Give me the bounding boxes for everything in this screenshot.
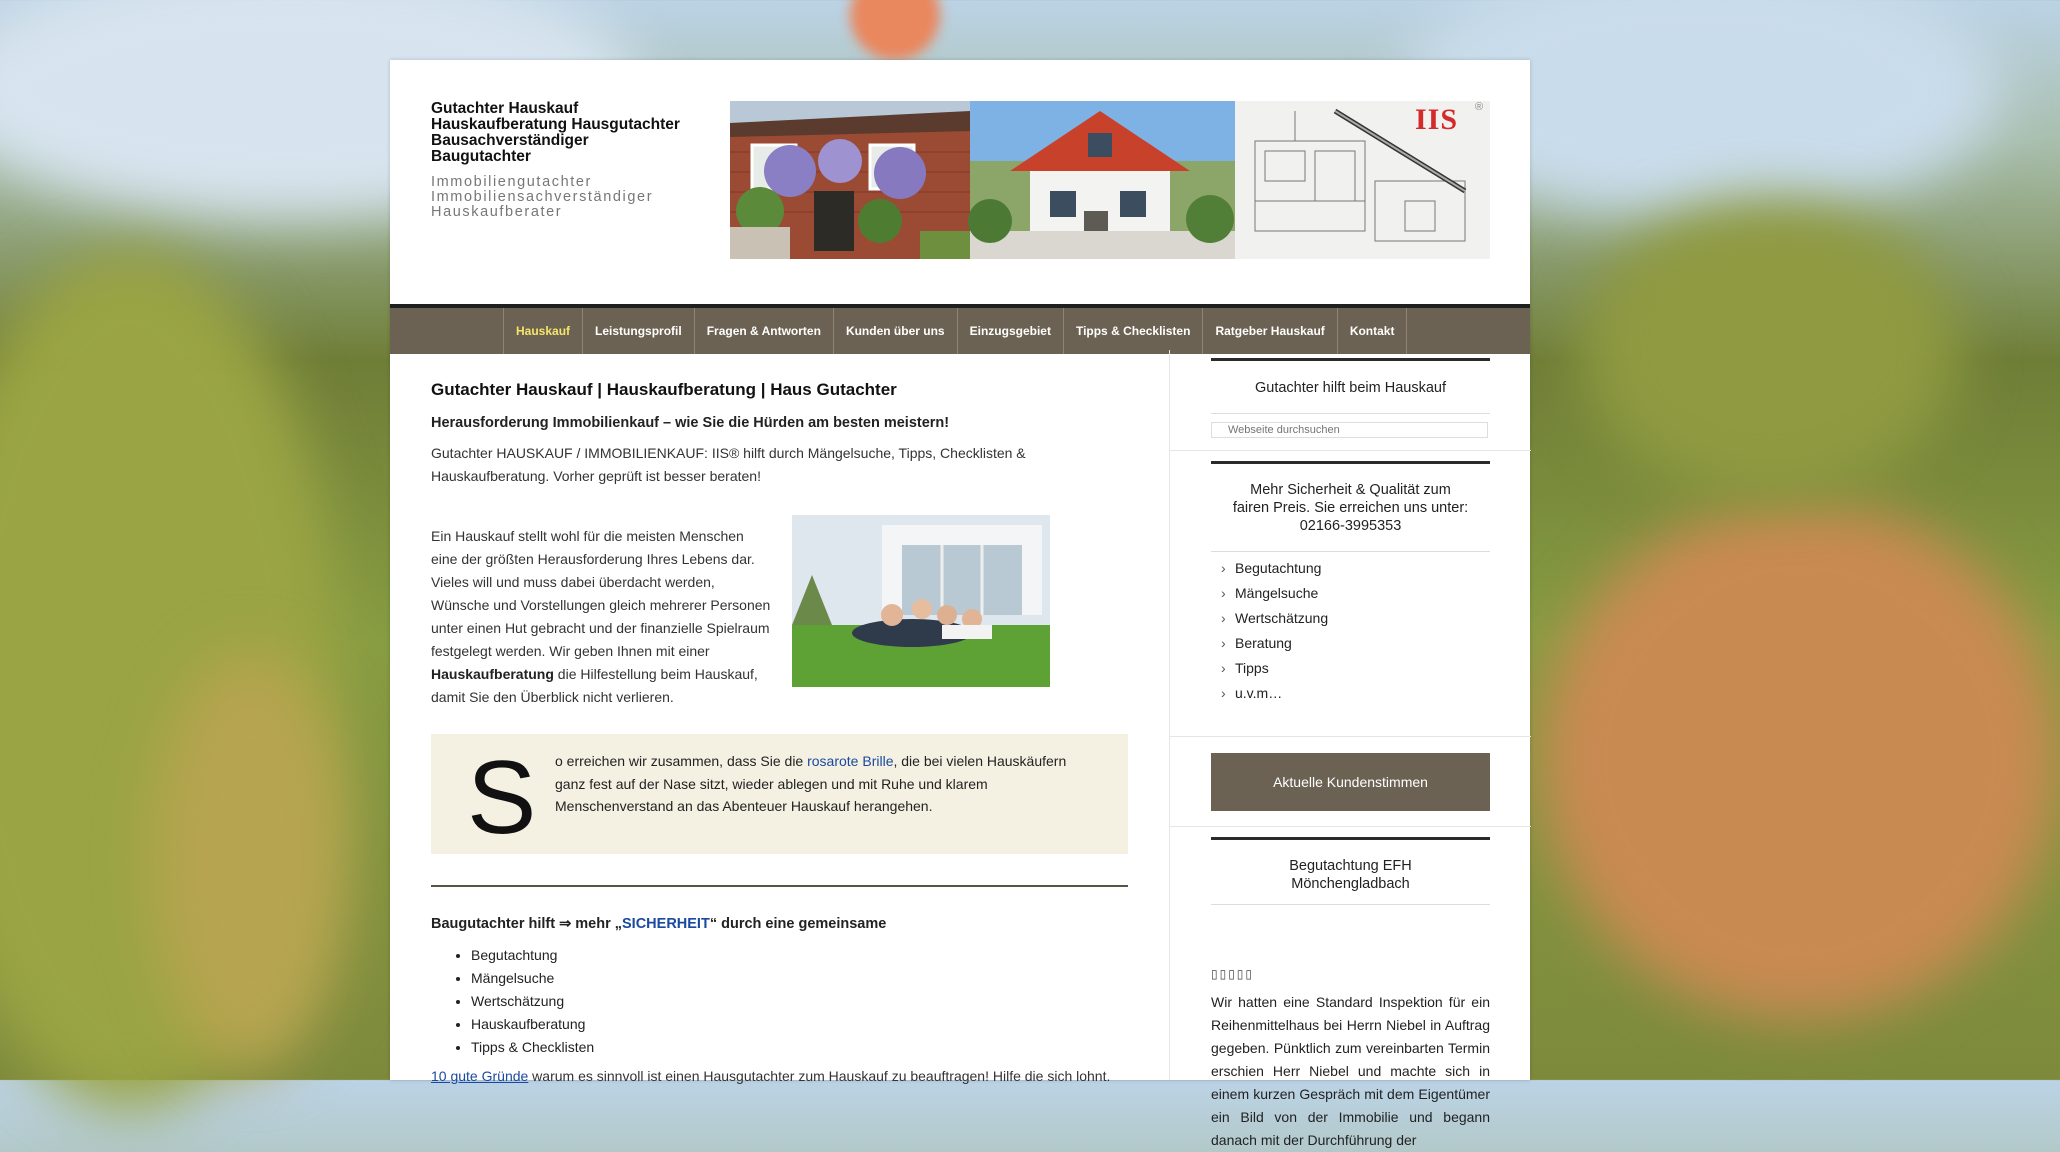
section-heading-sicherheit — [431, 916, 886, 932]
list-item: • Mängelsuche — [471, 967, 594, 990]
registered-mark: ® — [1475, 101, 1484, 113]
nav-item-einzugsgebiet[interactable]: Einzugsgebiet — [958, 308, 1064, 354]
nav-item-kunden-ueber-uns[interactable]: Kunden über uns — [834, 308, 958, 354]
review-text: Wir hatten eine Standard Inspektion für ein Reihenmittelhaus bei Herrn Niebel in Auftrag gegeben. Pünktlich zum vereinbarten Termin erschien Herr Niebel und machte sich in einem kurzen Gespräch mit dem Eigentümer ein Bild von der Immobilie und begann danach mit der Durchführung der — [1211, 994, 1490, 1148]
nav-item-tipps-checklisten[interactable]: Tipps & Checklisten — [1064, 308, 1203, 354]
contact-line: Mehr Sicherheit & Qualität zum — [1250, 482, 1451, 498]
body-text: warum es sinnvoll ist einen Hausgutachter zum Hauskauf zu beauftragen! Hilfe die sich lohnt. — [528, 1068, 1111, 1084]
sidebar-list-item: › Begutachtung — [1211, 556, 1490, 581]
header-image-house-plan — [1235, 101, 1490, 259]
nav-item-kontakt[interactable]: Kontakt — [1338, 308, 1408, 354]
intro-text: Gutachter HAUSKAUF / IMMOBILIENKAUF: IIS® hilft durch Mängelsuche, Tipps, Checklisten & Hauskaufberatung. Vorher geprüft ist besser beraten! — [431, 445, 1026, 484]
widget-separator — [1211, 551, 1490, 552]
site-desc-line: Hauskaufberater — [431, 204, 563, 220]
search-widget — [1170, 350, 1531, 451]
review-title-line: Mönchengladbach — [1291, 876, 1410, 892]
heading-text: “ durch eine gemeinsame — [709, 916, 887, 932]
site-title-line: Bausachverständiger — [431, 132, 589, 149]
sidebar-list-item: › u.v.m… — [1211, 681, 1490, 706]
body-text: Ein Hauskauf stellt wohl für die meisten Menschen eine der größten Herausforderung Ihres Lebens dar. Vieles will und muss dabei überdacht werden, Wünsche und Vorstellungen gleich mehrerer Personen unter einen Hut gebracht und der finanzielle Spielraum festgelegt werden. Wir geben Ihnen mit einer — [431, 528, 771, 659]
sidebar-service-list — [1211, 556, 1490, 706]
widget-top-bar — [1211, 837, 1490, 840]
nav-item-leistungsprofil[interactable]: Leistungsprofil — [583, 308, 695, 354]
list-item: • Hauskaufberatung — [471, 1013, 594, 1036]
kundenstimmen-button[interactable]: Aktuelle Kundenstimmen — [1211, 753, 1490, 811]
section-heading: Herausforderung Immobilienkauf – wie Sie die Hürden am besten meistern! — [431, 415, 950, 431]
widget-separator — [1211, 904, 1490, 905]
bold-keyword: Hauskaufberatung — [431, 666, 554, 682]
widget-top-bar — [1211, 358, 1490, 361]
body-paragraph — [431, 525, 771, 709]
page-title: Gutachter Hauskauf | Hauskaufberatung | Haus Gutachter — [431, 380, 897, 399]
nav-item-hauskauf[interactable]: Hauskauf — [504, 308, 583, 354]
site-desc-line: Immobiliensachverständiger — [431, 189, 654, 205]
list-item: • Begutachtung — [471, 944, 594, 967]
site-description — [431, 175, 711, 220]
nav-item-ratgeber-hauskauf[interactable]: Ratgeber Hauskauf — [1203, 308, 1337, 354]
widget-title: Gutachter hilft beim Hauskauf — [1254, 380, 1446, 396]
main-navigation — [390, 304, 1530, 354]
widget-separator — [1211, 413, 1490, 414]
rosarote-brille-link[interactable]: rosarote Brille — [807, 753, 894, 769]
header-image-brick-house — [730, 101, 970, 259]
widget-title — [1211, 481, 1490, 535]
iis-logo: IIS — [1415, 103, 1459, 136]
body-text: die Hilfestellung beim Hauskauf, damit Sie den Überblick nicht verlieren. — [431, 666, 758, 705]
drop-cap: S — [467, 740, 537, 856]
sidebar-list-item: › Mängelsuche — [1211, 581, 1490, 606]
site-title-line: Gutachter Hauskauf — [431, 100, 579, 117]
sidebar-list-item: › Beratung — [1211, 631, 1490, 656]
callout-text-part: , die bei vielen Hauskäufern ganz fest auf der Nase sitzt, wieder ablegen und mit Ruhe und klarem Menschenverstand an das Abenteuer Hauskauf herangehen. — [555, 753, 1067, 814]
sidebar-list-item: › Wertschätzung — [1211, 606, 1490, 631]
review-title-line: Begutachtung EFH — [1289, 858, 1412, 874]
heading-text: Baugutachter hilft ⇒ mehr „ — [431, 916, 622, 932]
sidebar — [1169, 350, 1531, 1148]
rating-stars: ▯▯▯▯▯ — [1211, 967, 1255, 981]
services-list — [431, 944, 594, 1059]
page-container — [390, 60, 1530, 1148]
site-title[interactable] — [431, 101, 711, 165]
nav-item-fragen-antworten[interactable]: Fragen & Antworten — [695, 308, 834, 354]
header-image-white-house — [970, 101, 1235, 259]
contact-line: fairen Preis. Sie erreichen uns unter: — [1232, 500, 1469, 516]
divider — [431, 885, 1128, 887]
site-title-line: Hauskaufberatung Hausgutachter — [431, 116, 680, 133]
reasons-paragraph — [431, 1066, 1131, 1086]
callout-text-part: o erreichen wir zusammen, dass Sie die — [555, 753, 808, 769]
widget-top-bar — [1211, 461, 1490, 464]
list-item: • Wertschätzung — [471, 990, 594, 1013]
phone-number[interactable]: 02166-3995353 — [1299, 518, 1402, 534]
sicherheit-link[interactable]: SICHERHEIT — [622, 916, 710, 932]
site-desc-line: Immobiliengutachter — [431, 174, 592, 190]
search-input[interactable] — [1211, 422, 1488, 438]
zehn-gute-gruende-link[interactable]: 10 gute Gründe — [431, 1068, 529, 1084]
family-photo — [792, 515, 1050, 687]
sidebar-list-item: › Tipps — [1211, 656, 1490, 681]
callout-text — [555, 750, 1095, 818]
widget-title — [1211, 857, 1490, 893]
callout-box — [431, 734, 1128, 854]
site-title-line: Baugutachter — [431, 148, 531, 165]
list-item: • Tipps & Checklisten — [471, 1036, 594, 1059]
